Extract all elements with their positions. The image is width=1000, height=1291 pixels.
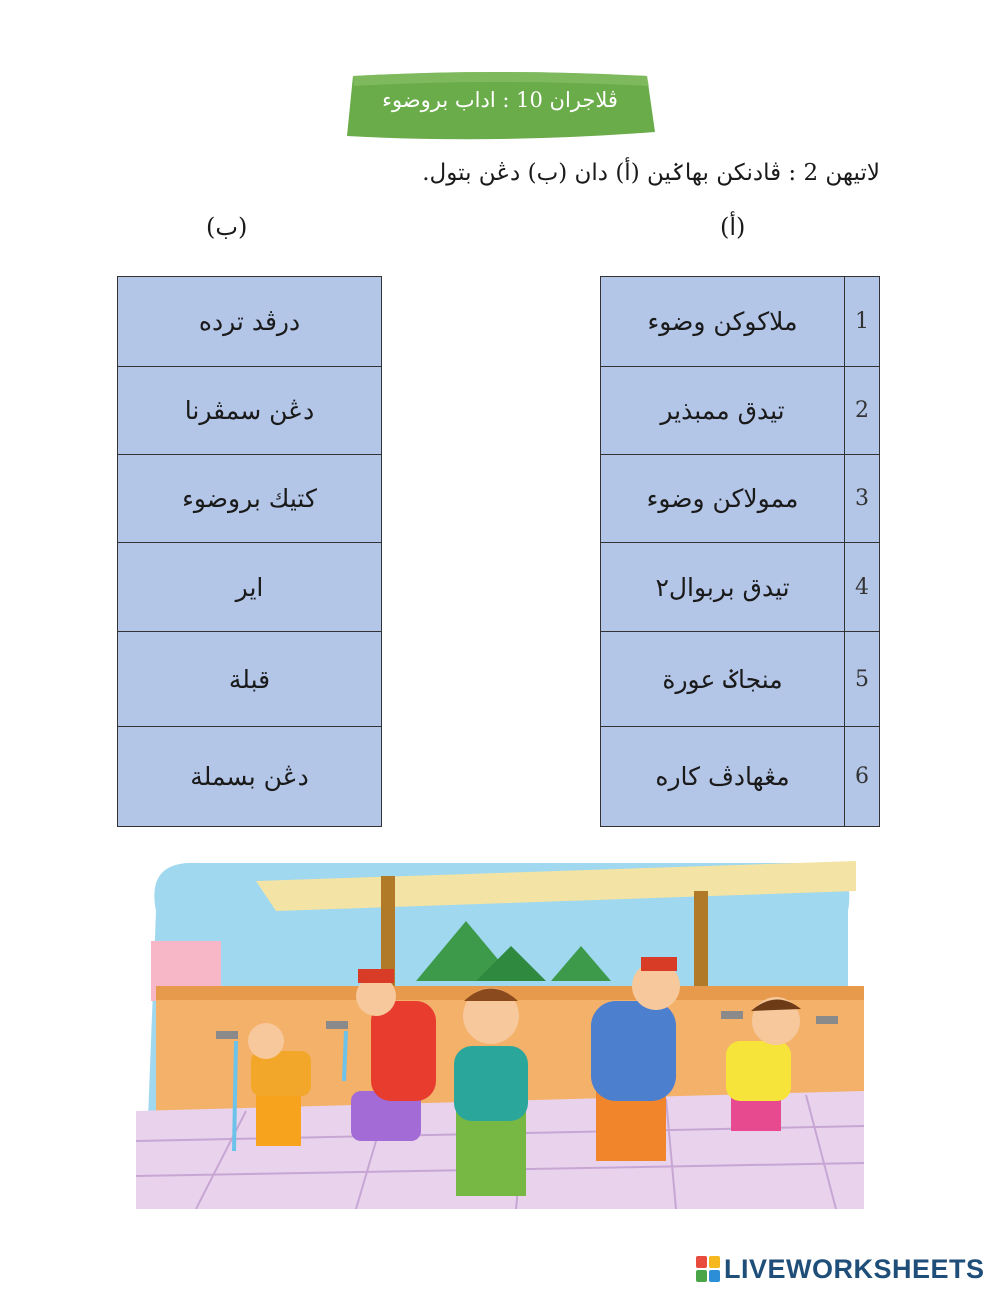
title-banner [345, 70, 655, 142]
page-title: ڤلاجران 10 : اداب بروضوء [382, 88, 618, 112]
column-a-row[interactable] [601, 454, 879, 542]
column-b-row[interactable] [118, 277, 381, 366]
column-b-row[interactable] [118, 454, 381, 542]
column-a-table [600, 276, 880, 827]
column-a-text: تيدق بربوال٢ [655, 572, 790, 602]
instruction-text: لاتيهن 2 : ڤادنكن بهاݢين (أ) دان (ب) دڠن بتول. [422, 160, 880, 186]
column-a-text: تيدق ممبذير [660, 396, 785, 425]
column-b-text: دڠن بسملة [190, 762, 309, 791]
pillar [694, 891, 708, 991]
column-a-text: مڠهادڤ كاره [655, 762, 790, 791]
column-b-text: درڤد ترده [198, 307, 301, 336]
column-b-heading: (ب) [206, 213, 248, 241]
column-b-text: كتيك بروضوء [182, 484, 317, 513]
column-b-row[interactable] [118, 631, 381, 726]
column-b-row[interactable] [118, 366, 381, 454]
liveworksheets-logo[interactable] [696, 1253, 985, 1285]
row-number: 3 [844, 455, 879, 542]
column-a-row[interactable] [601, 277, 879, 366]
column-a-row[interactable] [601, 631, 879, 726]
column-b-text: دڠن سمڤرنا [184, 396, 315, 425]
column-a-text: منجاݢ عورة [662, 664, 783, 694]
liveworksheets-logo-icon [696, 1256, 720, 1282]
column-b-row[interactable] [118, 726, 381, 826]
row-number: 5 [844, 632, 879, 726]
row-number: 4 [844, 543, 879, 631]
wudu-scene-illustration [136, 851, 864, 1209]
column-a-row[interactable] [601, 726, 879, 826]
row-number: 6 [844, 727, 879, 826]
row-number: 2 [844, 367, 879, 454]
column-b-text: اير [235, 572, 264, 602]
logo-text: LIVEWORKSHEETS [724, 1253, 985, 1284]
row-number: 1 [844, 277, 879, 366]
column-a-text: ملاكوكن وضوء [647, 307, 798, 336]
column-b-text: قبلة [228, 664, 271, 694]
column-b-row[interactable] [118, 542, 381, 631]
column-a-text: ممولاكن وضوء [646, 484, 799, 513]
column-a-row[interactable] [601, 366, 879, 454]
column-a-row[interactable] [601, 542, 879, 631]
column-a-heading: (أ) [720, 213, 746, 241]
column-b-table [117, 276, 382, 827]
